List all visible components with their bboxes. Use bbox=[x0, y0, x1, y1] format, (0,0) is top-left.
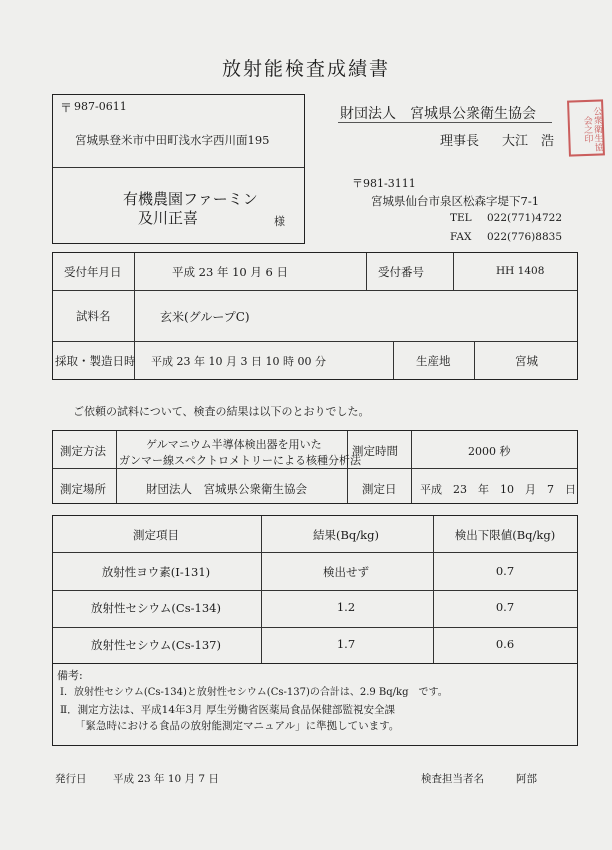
time-label: 測定時間 bbox=[352, 444, 398, 458]
remarks-line-2: Ⅱ．測定方法は、平成14年3月 厚生労働省医薬局食品保健部監視安全課 bbox=[60, 704, 396, 716]
issuer-address: 宮城県仙台市泉区松森字堤下7-1 bbox=[371, 194, 540, 208]
results-row-3-item: 放射性セシウム(Cs-137) bbox=[91, 638, 221, 652]
recipient-postal-code: 987-0611 bbox=[74, 100, 127, 113]
recipient-org: 有機農園ファーミン bbox=[123, 190, 258, 208]
results-row-1-item: 放射性ヨウ素(I-131) bbox=[101, 565, 211, 579]
method-label: 測定方法 bbox=[60, 444, 106, 458]
sample-row-divider-2 bbox=[53, 341, 577, 342]
method-col-divider-c bbox=[411, 431, 412, 503]
issue-date-label: 発行日 bbox=[55, 773, 87, 785]
sample-row-divider-1 bbox=[53, 290, 577, 291]
recipient-honorific: 様 bbox=[274, 215, 285, 228]
document-title: 放射能検査成績書 bbox=[222, 58, 391, 80]
method-line-1: ゲルマニウム半導体検出器を用いた bbox=[146, 438, 322, 451]
sample-col-divider-b bbox=[366, 253, 367, 290]
recipient-divider bbox=[53, 167, 304, 168]
issuer-fax-label: FAX bbox=[450, 231, 472, 243]
receipt-no-value: HH 1408 bbox=[496, 265, 545, 277]
results-header-result: 結果(Bq/kg) bbox=[313, 528, 379, 542]
official-seal-stamp: 公衆衛生協会之印 bbox=[567, 99, 605, 156]
results-row-2-result: 1.2 bbox=[336, 600, 356, 614]
place-value: 財団法人 宮城県公衆衛生協会 bbox=[146, 482, 307, 496]
intro-text: ご依頼の試料について、検査の結果は以下のとおりでした。 bbox=[73, 405, 370, 418]
received-date-value: 平成 23 年 10 月 6 日 bbox=[172, 265, 289, 279]
issue-date-value: 平成 23 年 10 月 7 日 bbox=[113, 773, 219, 785]
date-label: 測定日 bbox=[362, 482, 397, 496]
results-row-3-limit: 0.6 bbox=[495, 637, 515, 651]
method-row-divider bbox=[53, 468, 577, 469]
results-header-limit: 検出下限値(Bq/kg) bbox=[454, 528, 556, 542]
time-value: 2000 秒 bbox=[468, 445, 511, 458]
results-header-item: 測定項目 bbox=[133, 528, 179, 542]
received-date-label: 受付年月日 bbox=[64, 265, 122, 279]
place-label: 測定場所 bbox=[60, 482, 106, 496]
receipt-no-label: 受付番号 bbox=[378, 265, 424, 279]
remarks-line-3: 「緊急時における食品の放射能測定マニュアル」に準拠しています。 bbox=[75, 720, 400, 732]
issuer-fax: 022(776)8835 bbox=[487, 231, 562, 243]
sample-name-label: 試料名 bbox=[76, 309, 111, 323]
results-row-3-result: 1.7 bbox=[336, 637, 356, 651]
results-row-2-item: 放射性セシウム(Cs-134) bbox=[91, 601, 221, 615]
results-row-divider-2 bbox=[53, 590, 577, 591]
origin-value: 宮城 bbox=[515, 354, 538, 368]
issuer-postal: 〒981-3111 bbox=[352, 177, 416, 190]
method-line-2: ガンマー線スペクトロメトリーによる核種分析法 bbox=[119, 454, 361, 467]
results-row-2-limit: 0.7 bbox=[495, 600, 515, 614]
issuer-tel-label: TEL bbox=[450, 212, 472, 224]
sample-name-value: 玄米(グループC) bbox=[160, 310, 250, 324]
postal-mark: 〒 bbox=[60, 101, 73, 115]
sample-col-divider-e bbox=[474, 341, 475, 379]
collected-label: 採取・製造日時 bbox=[55, 354, 136, 368]
issuer-underline bbox=[338, 122, 552, 123]
recipient-address: 宮城県登米市中田町浅水字西川面195 bbox=[75, 133, 270, 147]
results-row-1-result: 検出せず bbox=[323, 565, 369, 579]
issuer-chair-title: 理事長 bbox=[440, 134, 480, 149]
results-row-divider-1 bbox=[53, 552, 577, 553]
sample-col-divider-c bbox=[453, 253, 454, 290]
inspector-name: 阿部 bbox=[516, 773, 537, 785]
method-col-divider-a bbox=[116, 431, 117, 503]
collected-value: 平成 23 年 10 月 3 日 10 時 00 分 bbox=[151, 355, 326, 368]
sample-col-divider-d bbox=[393, 341, 394, 379]
issuer-chair-name: 大江 浩 bbox=[502, 134, 555, 149]
inspector-label: 検査担当者名 bbox=[421, 773, 484, 785]
issuer-org: 財団法人 宮城県公衆衛生協会 bbox=[340, 106, 536, 122]
remarks-label: 備考: bbox=[57, 669, 83, 682]
results-row-1-limit: 0.7 bbox=[495, 564, 515, 578]
results-row-divider-3 bbox=[53, 627, 577, 628]
issuer-tel: 022(771)4722 bbox=[487, 212, 562, 224]
origin-label: 生産地 bbox=[416, 354, 451, 368]
date-value: 平成 23 年 10 月 7 日 bbox=[420, 483, 576, 496]
remarks-line-1: Ⅰ．放射性セシウム(Cs-134)と放射性セシウム(Cs-137)の合計は、2.9 Bq/kg です。 bbox=[60, 687, 448, 698]
recipient-name: 及川正喜 bbox=[138, 209, 199, 227]
